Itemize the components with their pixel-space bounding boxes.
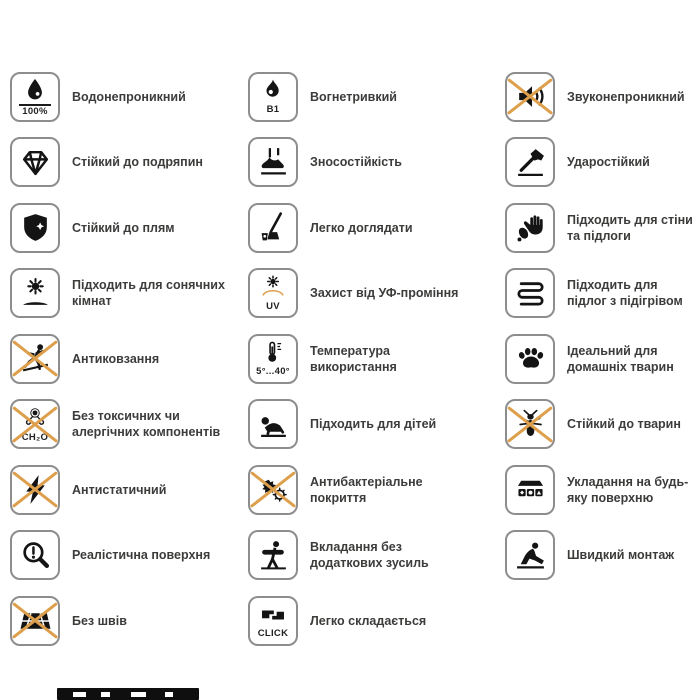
feature-item — [10, 326, 248, 392]
shield-stain-icon — [10, 203, 60, 253]
sun-uv-icon — [248, 268, 298, 318]
feature-label: Без швів — [72, 613, 127, 628]
feature-label: Вкладання без додаткових зусиль — [310, 540, 429, 571]
feature-item — [505, 326, 700, 392]
carrying-plank-person-icon — [248, 530, 298, 580]
kneeling-installer-icon — [505, 530, 555, 580]
feature-label: Стійкий до плям — [72, 220, 175, 235]
feature-label: Підходить для підлог з підігрівом — [567, 278, 683, 309]
feature-label: Антистатичний — [72, 482, 167, 497]
flame-icon — [248, 72, 298, 122]
icon-caption: 100% — [19, 104, 51, 117]
icon-caption: B1 — [266, 104, 280, 116]
feature-item — [505, 392, 700, 458]
feature-item — [10, 457, 248, 523]
sun-floor-icon — [10, 268, 60, 318]
icon-caption: UV — [266, 300, 280, 312]
heating-coil-icon — [505, 268, 555, 318]
icon-caption: CLICK — [257, 628, 289, 640]
feature-item — [10, 588, 248, 654]
feature-item — [10, 392, 248, 458]
slipping-person-icon — [10, 334, 60, 384]
microbes-icon — [248, 465, 298, 515]
hand-foot-icon — [505, 203, 555, 253]
feature-item — [248, 195, 505, 261]
crawling-baby-icon — [248, 399, 298, 449]
feature-label: Легко доглядати — [310, 220, 413, 235]
feature-item — [505, 195, 700, 261]
features-grid — [10, 64, 700, 654]
feature-item — [505, 457, 700, 523]
feature-label: Стійкий до тварин — [567, 417, 681, 432]
thermometer-icon — [248, 334, 298, 384]
ant-icon — [505, 399, 555, 449]
feature-label: Підходить для дітей — [310, 417, 437, 432]
feature-item — [248, 64, 505, 130]
formaldehyde-molecule-icon — [10, 399, 60, 449]
floor-seams-icon — [10, 596, 60, 646]
feature-label: Ударостійкий — [567, 155, 650, 170]
icon-caption: 5°...40° — [256, 366, 290, 378]
diamond-icon — [10, 137, 60, 187]
any-surface-icon — [505, 465, 555, 515]
feature-label: Підходить для стіни та підлоги — [567, 212, 693, 243]
feature-item — [505, 523, 700, 589]
click-planks-icon — [248, 596, 298, 646]
hammer-icon — [505, 137, 555, 187]
cropped-footer-bar — [57, 688, 199, 700]
feature-label: Зносостійкість — [310, 155, 402, 170]
feature-item — [248, 392, 505, 458]
feature-label: Стійкий до подряпин — [72, 155, 203, 170]
feature-item — [10, 195, 248, 261]
feature-item — [248, 588, 505, 654]
feature-label: Ідеальний для домашніх тварин — [567, 343, 674, 374]
feature-label: Укладання на будь-яку поверхню — [567, 474, 689, 505]
water-drop-icon — [10, 72, 60, 122]
feature-item — [248, 261, 505, 327]
feature-label: Антиковзання — [72, 351, 160, 366]
lightning-icon — [10, 465, 60, 515]
shoe-step-icon — [248, 137, 298, 187]
magnifier-exclamation-icon — [10, 530, 60, 580]
feature-item — [10, 64, 248, 130]
feature-item — [248, 523, 505, 589]
feature-label: Вогнетривкий — [310, 89, 397, 104]
feature-item — [10, 130, 248, 196]
feature-label: Антибактеріальне покриття — [310, 474, 423, 505]
feature-label: Реалістична поверхня — [72, 548, 211, 563]
feature-label: Легко складається — [310, 613, 427, 628]
feature-item — [505, 261, 700, 327]
feature-item — [505, 64, 700, 130]
feature-item — [10, 261, 248, 327]
feature-item — [248, 457, 505, 523]
feature-item — [248, 130, 505, 196]
feature-label: Водонепроникний — [72, 89, 186, 104]
mop-bucket-icon — [248, 203, 298, 253]
feature-label: Підходить для сонячних кімнат — [72, 278, 225, 309]
feature-label: Швидкий монтаж — [567, 548, 675, 563]
speaker-muted-icon — [505, 72, 555, 122]
feature-item — [248, 326, 505, 392]
feature-label: Без токсичних чи алергічних компонентів — [72, 409, 221, 440]
paw-print-icon — [505, 334, 555, 384]
feature-item — [505, 130, 700, 196]
feature-label: Температура використання — [310, 343, 397, 374]
feature-label: Звуконепроникний — [567, 89, 685, 104]
feature-item — [10, 523, 248, 589]
feature-label: Захист від УФ-проміння — [310, 286, 459, 301]
icon-caption: CH₂O — [21, 431, 49, 443]
